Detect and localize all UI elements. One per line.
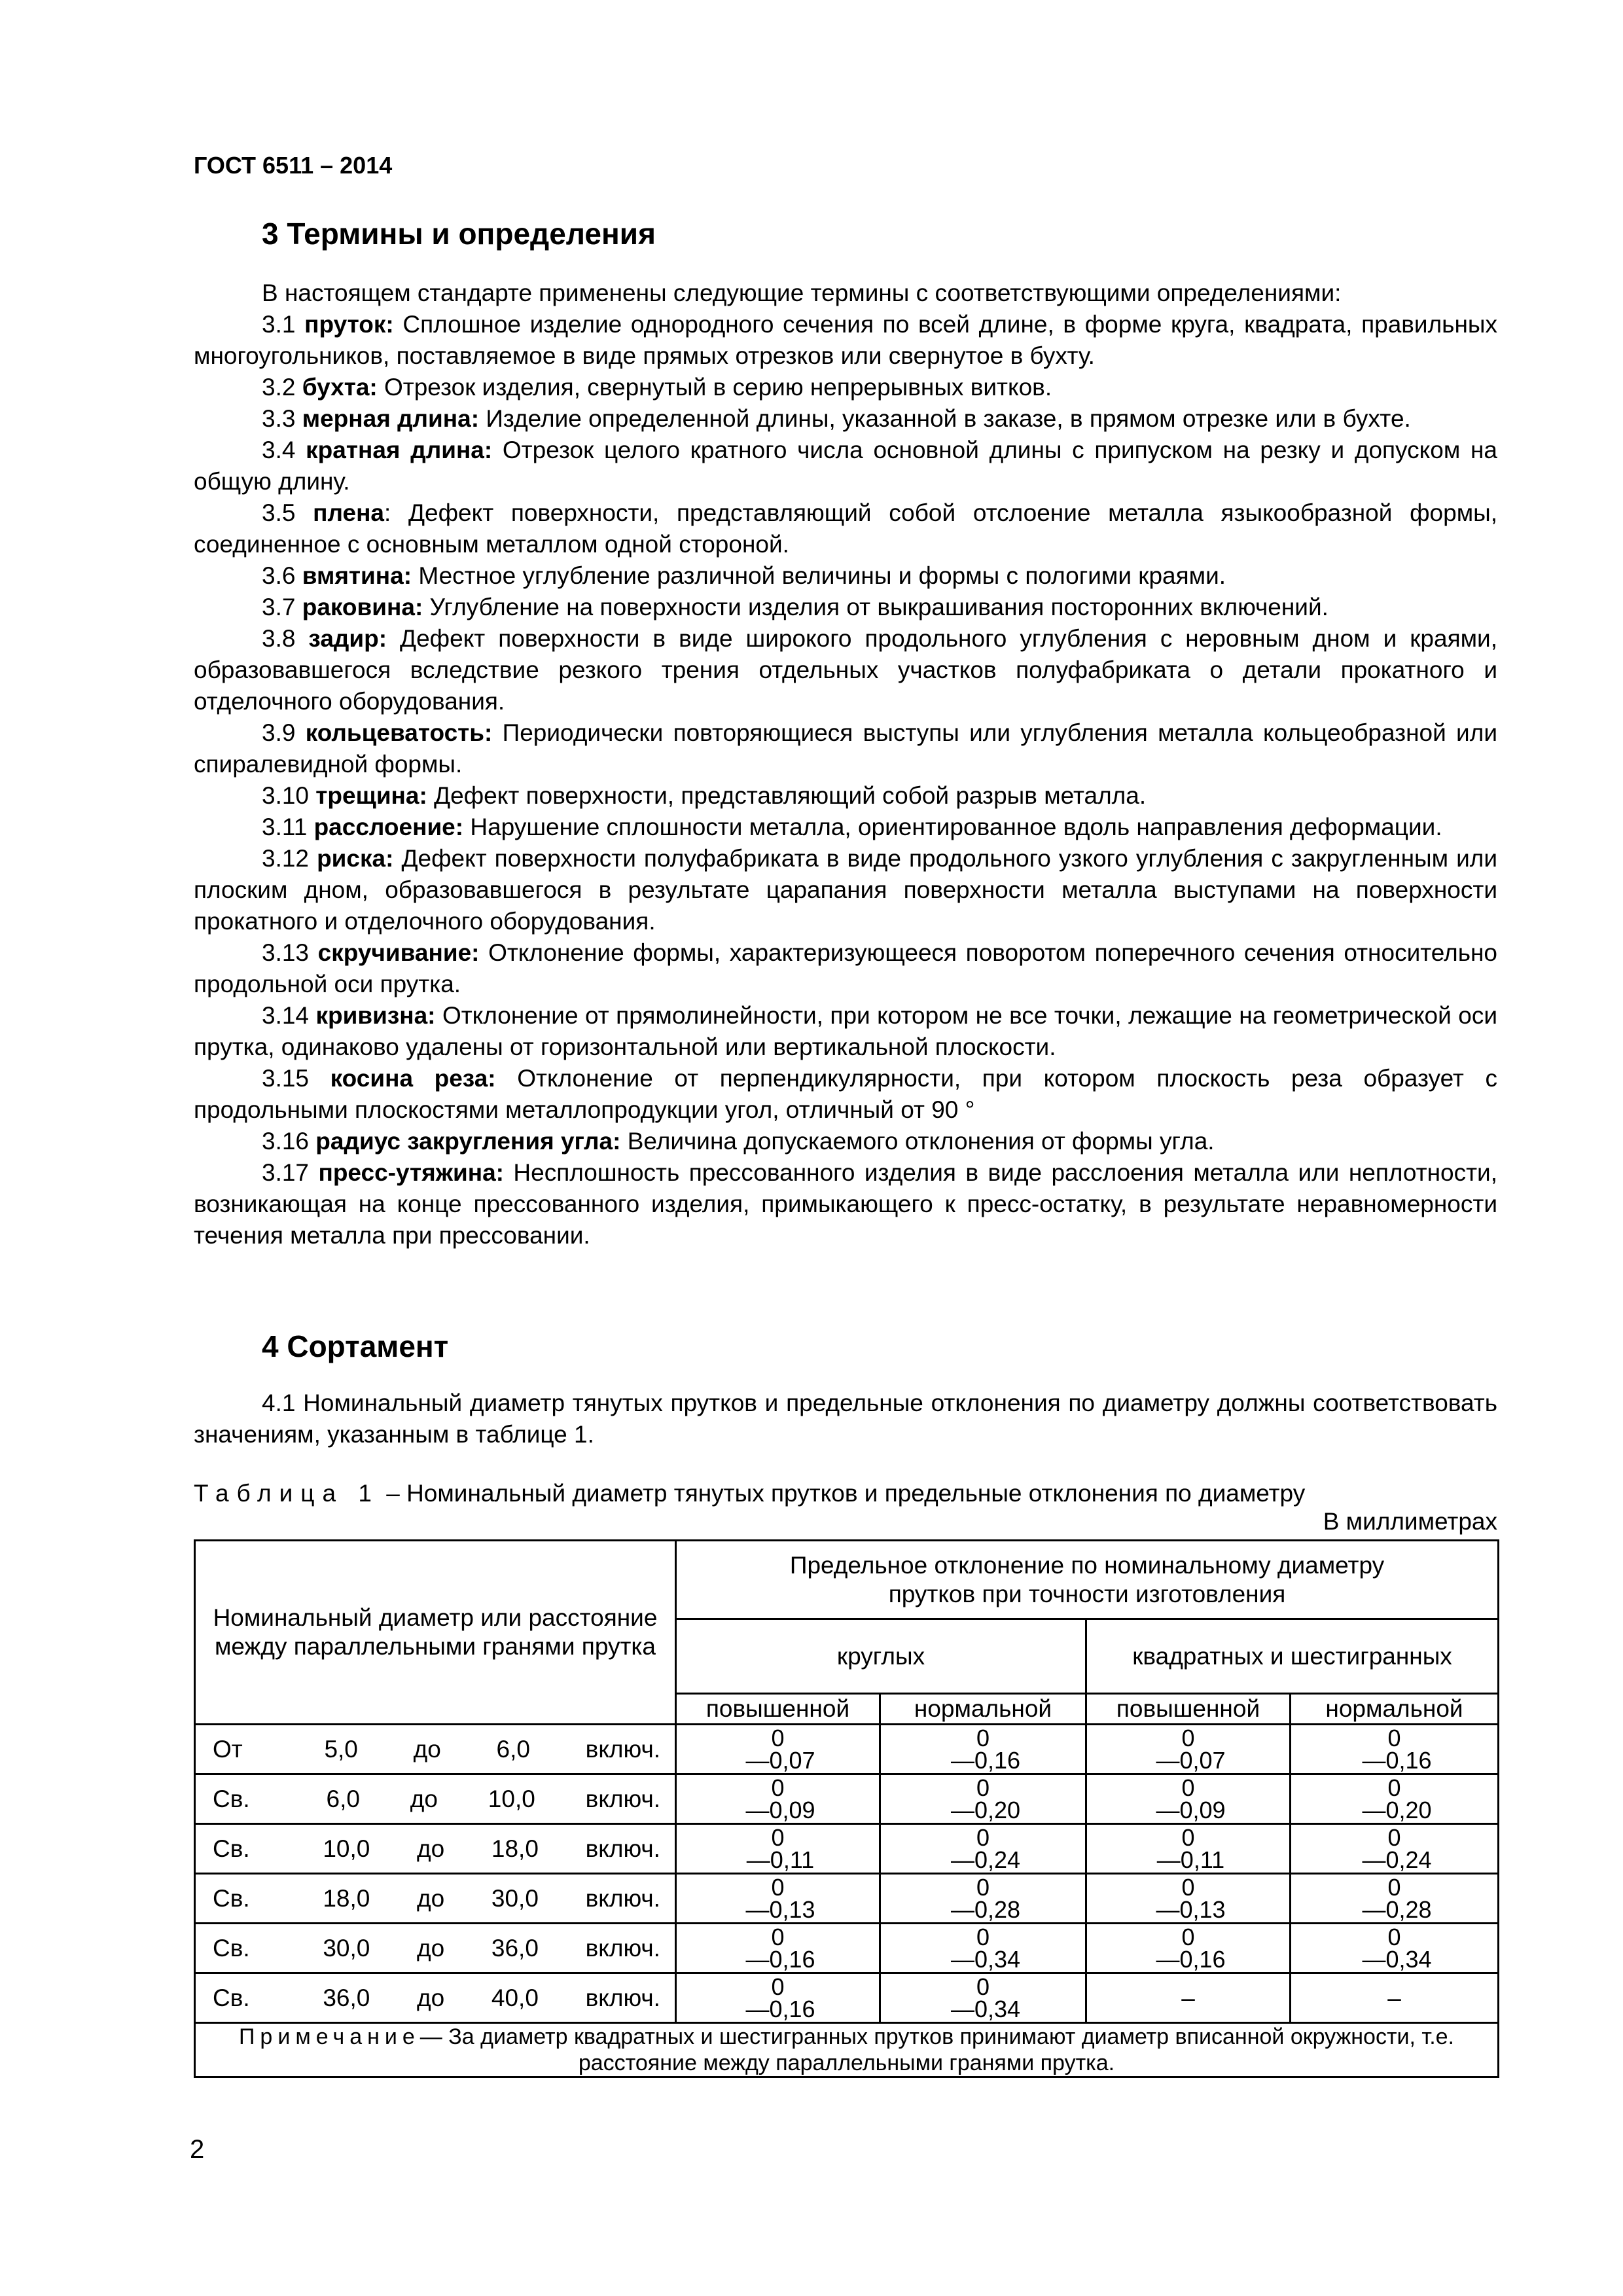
tolerance-cell [676, 1874, 880, 1924]
standard-code: ГОСТ 6511 – 2014 [194, 152, 393, 179]
section-3-intro: В настоящем стандарте применены следующие термины с соответствующими определениями: [262, 279, 1342, 306]
range-incl: включ. [585, 1984, 660, 2011]
range-incl: включ. [585, 1934, 660, 1962]
term-text: Отрезок изделия, свернутый в серию непрерывных витков. [377, 374, 1052, 401]
term-number: 3.1 [262, 311, 296, 338]
tolerance-cell [880, 1824, 1086, 1874]
range-incl: включ. [585, 1884, 660, 1912]
tolerance-upper: 0 [771, 1823, 785, 1851]
tolerance-lower: —0,07 [745, 1746, 815, 1774]
tolerance-upper: 0 [1387, 1774, 1401, 1801]
term-number: 3.11 [262, 814, 308, 840]
range-from: 6,0 [326, 1785, 360, 1812]
tolerance-upper: 0 [771, 1923, 785, 1950]
term-number: 3.6 [262, 562, 296, 589]
term-name: радиус закругления угла: [315, 1128, 621, 1155]
tolerance-lower: —0,28 [950, 1895, 1021, 1923]
term-name: риска: [317, 845, 394, 872]
tolerance-lower: —0,28 [1362, 1895, 1432, 1923]
tolerance-cell [880, 1774, 1086, 1824]
term-number: 3.16 [262, 1128, 310, 1155]
tolerance-lower: —0,11 [1156, 1846, 1225, 1873]
term-number: 3.10 [262, 782, 310, 809]
table-1 [194, 1539, 1499, 2078]
tolerance-cell [1291, 1824, 1499, 1874]
tolerance-cell [1086, 1774, 1291, 1824]
diameter-range-cell [195, 1774, 676, 1824]
term-name: кратная длина: [306, 437, 493, 463]
term-text: Величина допускаемого отклонения от формы угла. [620, 1128, 1215, 1155]
term-definition [194, 592, 1497, 623]
section-4-paragraph: 4.1 Номинальный диаметр тянутых прутков и предельные отклонения по диаметру должны соответствовать значениям, указанным в таблице 1. [194, 1390, 1497, 1448]
tolerance-upper: 0 [976, 1774, 990, 1801]
tolerance-lower: —0,20 [1362, 1796, 1432, 1823]
tolerance-upper: 0 [771, 1724, 785, 1751]
term-text: Отрезок целого кратного числа основной длины с припуском на резку и допуском на общую длину. [194, 437, 1497, 495]
term-definition [194, 843, 1497, 937]
table-caption [194, 1478, 1497, 1509]
tolerance-lower: —0,11 [746, 1846, 815, 1873]
tolerance-upper: 0 [1181, 1873, 1195, 1901]
term-definition [194, 1063, 1497, 1126]
tolerance-lower: —0,24 [950, 1846, 1021, 1873]
tolerance-lower: —0,24 [1362, 1846, 1432, 1873]
tolerance-cell [880, 1874, 1086, 1924]
range-to-word: до [417, 1984, 445, 2011]
tolerance-lower: —0,16 [745, 1995, 815, 2022]
tolerance-cell [1291, 1924, 1499, 1973]
range-to: 18,0 [491, 1835, 539, 1862]
table-row [195, 1824, 1499, 1874]
tolerance-lower: —0,13 [1156, 1895, 1226, 1923]
term-name: косина реза: [330, 1065, 496, 1092]
term-definition [194, 1000, 1497, 1063]
range-pre: Св. [213, 1934, 250, 1962]
diameter-range-cell [195, 1924, 676, 1973]
tolerance-lower: —0,34 [950, 1945, 1021, 1973]
table-row [195, 1924, 1499, 1973]
term-definition [194, 1126, 1497, 1157]
tolerance-cell [676, 1824, 880, 1874]
range-incl: включ. [585, 1785, 660, 1812]
term-definition [194, 372, 1497, 403]
tolerance-lower: —0,16 [950, 1746, 1021, 1774]
term-name: скручивание: [317, 939, 480, 966]
table-row [195, 1874, 1499, 1924]
range-pre: Св. [213, 1884, 250, 1912]
header-sub-normal: нормальной [1291, 1694, 1499, 1725]
term-number: 3.7 [262, 594, 296, 620]
range-to: 40,0 [491, 1984, 539, 2011]
section-3-title: 3 Термины и определения [262, 217, 656, 251]
table-row [195, 1725, 1499, 1774]
term-definition [194, 623, 1497, 717]
term-number: 3.17 [262, 1159, 310, 1186]
term-number: 3.3 [262, 405, 296, 432]
term-definition [194, 309, 1497, 372]
term-name: кольцеватость: [305, 719, 493, 746]
range-to-word: до [417, 1835, 445, 1862]
tolerance-lower: —0,34 [1362, 1945, 1432, 1973]
note-text: — За диаметр квадратных и шестигранных прутков принимают диаметр вписанной окружности, т.е. расстояние между параллельными гранями прутка. [419, 2024, 1455, 2075]
term-number: 3.15 [262, 1065, 310, 1092]
diameter-range-cell [195, 1973, 676, 2023]
tolerance-upper: 0 [1181, 1823, 1195, 1851]
table-caption-lead: Таблица 1 [194, 1480, 380, 1507]
tolerance-cell [1291, 1874, 1499, 1924]
tolerance-lower: —0,16 [745, 1945, 815, 1973]
range-to: 36,0 [491, 1934, 539, 1962]
term-text: Отклонение от перпендикулярности, при котором плоскость реза образует с продольными плоскостями металлопродукции угол, отличный от 90 ° [194, 1065, 1497, 1123]
term-name: пресс-утяжина: [318, 1159, 504, 1186]
tolerance-upper: 0 [976, 1923, 990, 1950]
tolerance-cell [1291, 1725, 1499, 1774]
tolerance-cell [880, 1924, 1086, 1973]
term-definition [194, 812, 1497, 843]
tolerance-lower: —0,16 [1156, 1945, 1226, 1973]
tolerance-upper: 0 [976, 1724, 990, 1751]
tolerance-upper: 0 [1181, 1724, 1195, 1751]
range-to-word: до [410, 1785, 438, 1812]
header-sub-increased: повышенной [676, 1694, 880, 1725]
range-pre: От [213, 1735, 243, 1763]
tolerance-lower: —0,34 [950, 1995, 1021, 2022]
tolerance-upper: 0 [976, 1823, 990, 1851]
term-name: вмятина: [302, 562, 412, 589]
term-number: 3.9 [262, 719, 296, 746]
term-text: : Дефект поверхности, представляющий собой отслоение металла языкообразной формы, соединенное с основным металлом одной стороной. [194, 499, 1498, 558]
term-number: 3.8 [262, 625, 296, 652]
table-note [195, 2023, 1499, 2077]
range-pre: Св. [213, 1984, 250, 2011]
header-sub-increased: повышенной [1086, 1694, 1291, 1725]
range-to: 6,0 [496, 1735, 530, 1763]
tolerance-cell [1086, 1725, 1291, 1774]
table-units: В миллиметрах [1323, 1508, 1497, 1535]
tolerance-upper: 0 [1181, 1774, 1195, 1801]
range-to-word: до [417, 1884, 445, 1912]
page-number: 2 [190, 2135, 205, 2164]
term-definition [194, 780, 1497, 812]
tolerance-upper: 0 [771, 1973, 785, 2000]
range-from: 5,0 [324, 1735, 358, 1763]
term-definition [194, 560, 1497, 592]
term-name: трещина: [315, 782, 427, 809]
header-deviation: Предельное отклонение по номинальному диаметру прутков при точности изготовления [676, 1541, 1499, 1619]
term-name: пруток: [304, 311, 394, 338]
range-to-word: до [413, 1735, 441, 1763]
range-from: 36,0 [323, 1984, 370, 2011]
term-text: Дефект поверхности, представляющий собой разрыв металла. [427, 782, 1147, 809]
table-row [195, 1973, 1499, 2023]
terms-list [194, 309, 1497, 1251]
term-definition [194, 937, 1497, 1000]
term-number: 3.4 [262, 437, 296, 463]
range-from: 30,0 [323, 1934, 370, 1962]
range-incl: включ. [585, 1835, 660, 1862]
tolerance-cell [880, 1725, 1086, 1774]
term-text: Сплошное изделие однородного сечения по всей длине, в форме круга, квадрата, правильных многоугольников, поставляемое в виде прямых отрезков или свернутое в бухту. [194, 311, 1497, 369]
term-text: Нарушение сплошности металла, ориентированное вдоль направления деформации. [463, 814, 1442, 840]
table-row [195, 1774, 1499, 1824]
tolerance-cell [880, 1973, 1086, 2023]
term-name: плена [313, 499, 384, 526]
tolerance-upper: 0 [976, 1973, 990, 2000]
header-sub-normal: нормальной [880, 1694, 1086, 1725]
tolerance-upper: 0 [1387, 1923, 1401, 1950]
range-from: 10,0 [323, 1835, 370, 1862]
tolerance-cell [676, 1973, 880, 2023]
term-definition [194, 403, 1497, 435]
header-nominal-diameter: Номинальный диаметр или расстояние между параллельными гранями прутка [195, 1541, 676, 1725]
tolerance-upper: 0 [1387, 1823, 1401, 1851]
diameter-range-cell [195, 1725, 676, 1774]
term-text: Отклонение формы, характеризующееся поворотом поперечного сечения относительно продольной оси прутка. [194, 939, 1497, 997]
term-name: расслоение: [313, 814, 464, 840]
tolerance-lower: —0,07 [1156, 1746, 1226, 1774]
term-text: Несплошность прессованного изделия в виде расслоения металла или неплотности, возникающая на конце прессованного изделия, примыкающего к пресс-остатку, в результате неравномерности течения металла при прессовании. [194, 1159, 1498, 1249]
tolerance-cell [676, 1924, 880, 1973]
section-4-title: 4 Сортамент [262, 1329, 449, 1363]
table-body [195, 1725, 1499, 2023]
tolerance-upper: 0 [1181, 1923, 1195, 1950]
term-text: Дефект поверхности в виде широкого продольного углубления с неровным дном и краями, образовавшегося вследствие резкого трения отдельных участков полуфабриката о детали прокатного и отделочного оборудования. [194, 625, 1497, 715]
range-to-word: до [417, 1934, 445, 1962]
tolerance-cell [676, 1725, 880, 1774]
tolerance-cell [676, 1774, 880, 1824]
section-3-body [194, 278, 1497, 1251]
term-text: Отклонение от прямолинейности, при котором не все точки, лежащие на геометрической оси прутка, одинаково удалены от горизонтальной или вертикальной плоскости. [194, 1002, 1497, 1060]
range-incl: включ. [585, 1735, 660, 1763]
range-to: 10,0 [488, 1785, 535, 1812]
not-applicable-cell: – [1291, 1973, 1499, 2023]
term-text: Дефект поверхности полуфабриката в виде продольного узкого углубления с закругленным или плоским дном, образовавшегося в результате царапания поверхности металла выступами на поверхности прокатного и отделочного оборудования. [194, 845, 1498, 935]
tolerance-upper: 0 [1387, 1873, 1401, 1901]
term-name: раковина: [302, 594, 423, 620]
term-name: кривизна: [315, 1002, 436, 1029]
table-caption-text: – Номинальный диаметр тянутых прутков и предельные отклонения по диаметру [379, 1480, 1306, 1507]
note-lead: Примечание [238, 2024, 420, 2049]
tolerance-upper: 0 [1387, 1724, 1401, 1751]
term-number: 3.2 [262, 374, 296, 401]
term-number: 3.12 [262, 845, 310, 872]
term-text: Углубление на поверхности изделия от выкрашивания посторонних включений. [423, 594, 1329, 620]
tolerance-lower: —0,16 [1362, 1746, 1432, 1774]
header-round: круглых [676, 1619, 1086, 1694]
not-applicable-cell: – [1086, 1973, 1291, 2023]
term-number: 3.14 [262, 1002, 310, 1029]
range-from: 18,0 [323, 1884, 370, 1912]
tolerance-cell [1291, 1774, 1499, 1824]
diameter-range-cell [195, 1824, 676, 1874]
range-pre: Св. [213, 1785, 250, 1812]
tolerance-upper: 0 [771, 1774, 785, 1801]
term-definition [194, 1157, 1497, 1251]
term-text: Местное углубление различной величины и формы с пологими краями. [412, 562, 1226, 589]
tolerance-lower: —0,13 [745, 1895, 815, 1923]
tolerance-cell [1086, 1874, 1291, 1924]
tolerance-cell [1086, 1824, 1291, 1874]
term-number: 3.13 [262, 939, 310, 966]
tolerance-cell [1086, 1924, 1291, 1973]
tolerance-lower: —0,09 [1156, 1796, 1226, 1823]
section-4-body [194, 1388, 1497, 1450]
term-number: 3.5 [262, 499, 296, 526]
term-definition [194, 497, 1497, 560]
term-name: задир: [308, 625, 387, 652]
tolerance-lower: —0,09 [745, 1796, 815, 1823]
tolerance-upper: 0 [771, 1873, 785, 1901]
term-name: мерная длина: [302, 405, 480, 432]
header-square-hex: квадратных и шестигранных [1086, 1619, 1499, 1694]
diameter-range-cell [195, 1874, 676, 1924]
term-definition [194, 717, 1497, 780]
term-text: Периодически повторяющиеся выступы или углубления металла кольцеобразной или спиралевидной формы. [194, 719, 1497, 778]
tolerance-lower: —0,20 [950, 1796, 1021, 1823]
term-text: Изделие определенной длины, указанной в заказе, в прямом отрезке или в бухте. [479, 405, 1411, 432]
term-definition [194, 435, 1497, 497]
range-to: 30,0 [491, 1884, 539, 1912]
term-name: бухта: [302, 374, 378, 401]
tolerance-upper: 0 [976, 1873, 990, 1901]
range-pre: Св. [213, 1835, 250, 1862]
